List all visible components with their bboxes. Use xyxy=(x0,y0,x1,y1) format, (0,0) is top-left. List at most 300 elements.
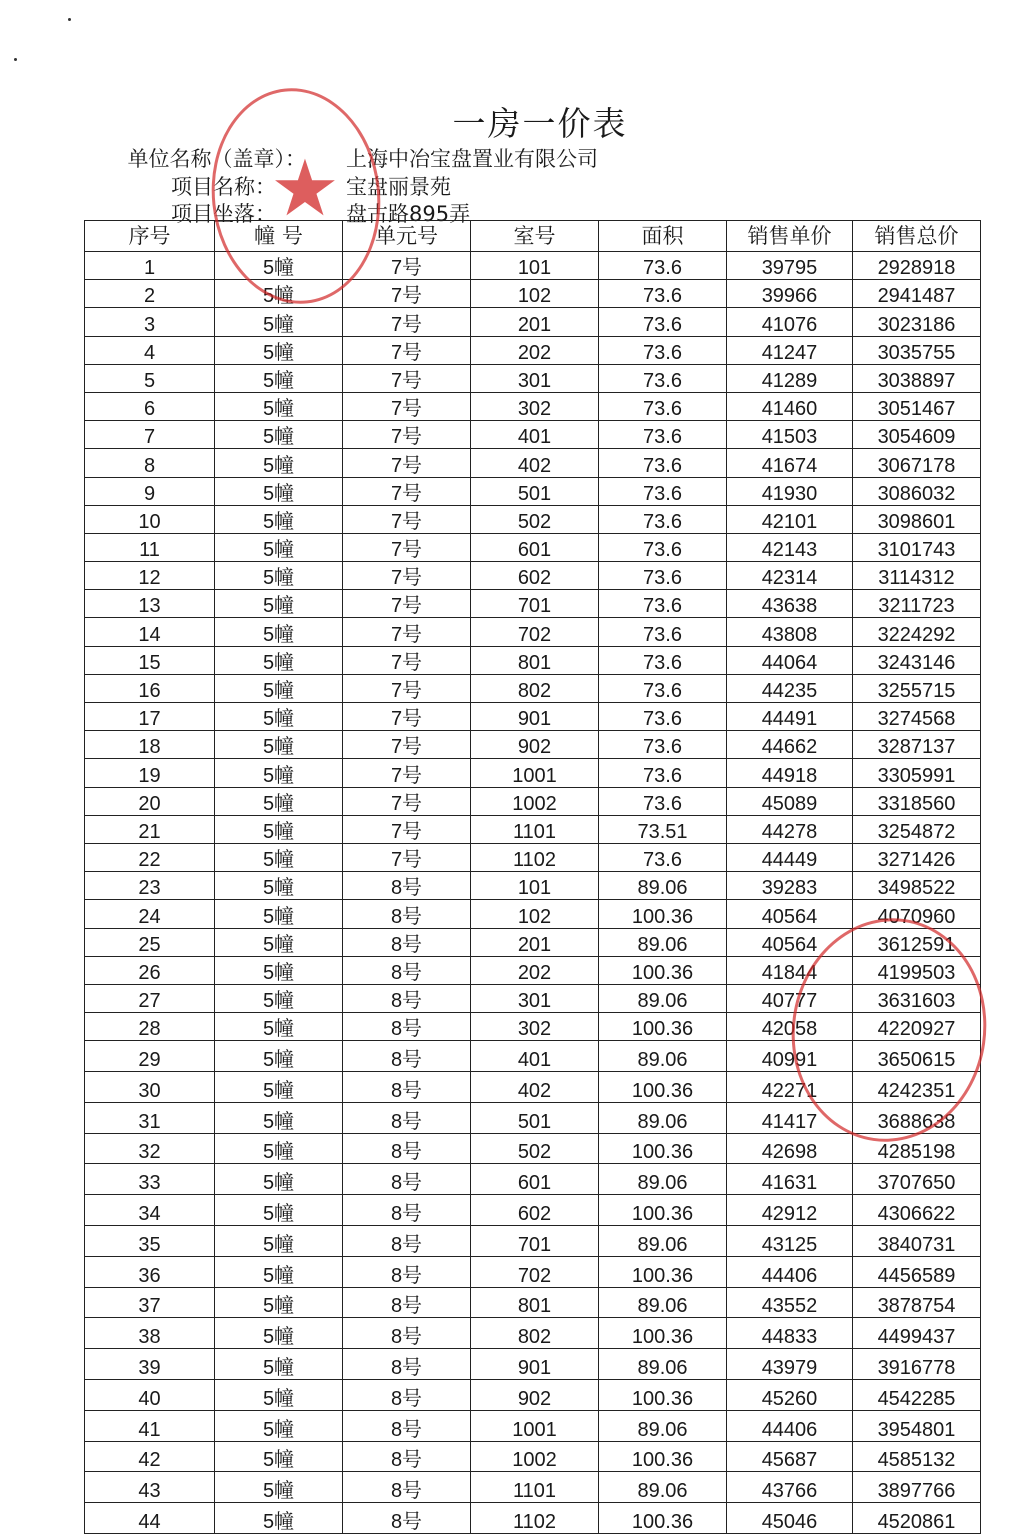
cell-room: 402 xyxy=(471,1072,599,1103)
cell-seq: 18 xyxy=(85,731,215,759)
cell-total-price: 3878754 xyxy=(853,1287,981,1318)
cell-unit-price: 44406 xyxy=(727,1256,853,1287)
cell-unit-price: 39795 xyxy=(727,252,853,280)
meta-location-value: 盘古路895弄 xyxy=(346,202,471,226)
cell-seq: 15 xyxy=(85,646,215,674)
cell-unit-price: 41460 xyxy=(727,392,853,420)
cell-area: 73.6 xyxy=(599,562,727,590)
cell-area: 89.06 xyxy=(599,1164,727,1195)
cell-building: 5幢 xyxy=(215,1380,343,1411)
cell-total-price: 3688638 xyxy=(853,1102,981,1133)
cell-area: 100.36 xyxy=(599,956,727,984)
cell-area: 100.36 xyxy=(599,1318,727,1349)
cell-room: 301 xyxy=(471,364,599,392)
cell-building: 5幢 xyxy=(215,1226,343,1257)
cell-room: 1001 xyxy=(471,1410,599,1441)
cell-room: 602 xyxy=(471,1195,599,1226)
cell-seq: 38 xyxy=(85,1318,215,1349)
cell-seq: 43 xyxy=(85,1472,215,1503)
cell-area: 100.36 xyxy=(599,1195,727,1226)
cell-room: 501 xyxy=(471,477,599,505)
cell-unit: 8号 xyxy=(343,1410,471,1441)
cell-unit-price: 44918 xyxy=(727,759,853,787)
table-row xyxy=(85,703,981,731)
cell-building: 5幢 xyxy=(215,280,343,308)
cell-area: 73.6 xyxy=(599,533,727,561)
table-row xyxy=(85,505,981,533)
cell-unit-price: 41631 xyxy=(727,1164,853,1195)
cell-seq: 2 xyxy=(85,280,215,308)
cell-area: 89.06 xyxy=(599,1041,727,1072)
cell-area: 73.6 xyxy=(599,703,727,731)
cell-unit: 8号 xyxy=(343,1503,471,1534)
table-row xyxy=(85,421,981,449)
cell-seq: 29 xyxy=(85,1041,215,1072)
meta-unit-value: 上海中冶宝盘置业有限公司 xyxy=(346,147,598,171)
cell-unit-price: 42698 xyxy=(727,1133,853,1164)
cell-building: 5幢 xyxy=(215,477,343,505)
table-row xyxy=(85,1287,981,1318)
table-row xyxy=(85,364,981,392)
cell-total-price: 3287137 xyxy=(853,731,981,759)
cell-seq: 16 xyxy=(85,674,215,702)
cell-total-price: 3054609 xyxy=(853,421,981,449)
cell-seq: 12 xyxy=(85,562,215,590)
cell-total-price: 4285198 xyxy=(853,1133,981,1164)
cell-unit: 8号 xyxy=(343,1072,471,1103)
cell-building: 5幢 xyxy=(215,1287,343,1318)
cell-area: 89.06 xyxy=(599,1102,727,1133)
table-row xyxy=(85,900,981,928)
cell-unit: 8号 xyxy=(343,1349,471,1380)
cell-total-price: 3897766 xyxy=(853,1472,981,1503)
cell-building: 5幢 xyxy=(215,1472,343,1503)
cell-unit-price: 44235 xyxy=(727,674,853,702)
header-room: 室号 xyxy=(471,221,599,252)
cell-seq: 39 xyxy=(85,1349,215,1380)
cell-room: 502 xyxy=(471,1133,599,1164)
cell-total-price: 3098601 xyxy=(853,505,981,533)
cell-seq: 13 xyxy=(85,590,215,618)
cell-room: 501 xyxy=(471,1102,599,1133)
cell-area: 73.6 xyxy=(599,731,727,759)
price-table xyxy=(84,220,981,1534)
cell-total-price: 4542285 xyxy=(853,1380,981,1411)
cell-room: 701 xyxy=(471,1226,599,1257)
cell-unit: 7号 xyxy=(343,533,471,561)
cell-area: 73.6 xyxy=(599,759,727,787)
cell-unit-price: 41930 xyxy=(727,477,853,505)
cell-area: 73.6 xyxy=(599,505,727,533)
cell-building: 5幢 xyxy=(215,984,343,1012)
cell-area: 89.06 xyxy=(599,872,727,900)
cell-room: 202 xyxy=(471,956,599,984)
cell-seq: 31 xyxy=(85,1102,215,1133)
header-unit-price: 销售单价 xyxy=(727,221,853,252)
cell-unit-price: 42058 xyxy=(727,1013,853,1041)
table-row xyxy=(85,1195,981,1226)
cell-building: 5幢 xyxy=(215,1102,343,1133)
cell-area: 100.36 xyxy=(599,1013,727,1041)
cell-room: 901 xyxy=(471,703,599,731)
table-row xyxy=(85,1226,981,1257)
cell-total-price: 4456589 xyxy=(853,1256,981,1287)
cell-building: 5幢 xyxy=(215,646,343,674)
cell-unit: 8号 xyxy=(343,1102,471,1133)
cell-unit: 8号 xyxy=(343,1256,471,1287)
cell-total-price: 3254872 xyxy=(853,815,981,843)
cell-area: 73.6 xyxy=(599,477,727,505)
cell-room: 801 xyxy=(471,1287,599,1318)
table-row xyxy=(85,1133,981,1164)
cell-total-price: 3038897 xyxy=(853,364,981,392)
cell-area: 73.6 xyxy=(599,364,727,392)
table-row xyxy=(85,646,981,674)
cell-unit: 7号 xyxy=(343,421,471,449)
cell-unit: 7号 xyxy=(343,392,471,420)
cell-building: 5幢 xyxy=(215,1195,343,1226)
cell-unit: 8号 xyxy=(343,1226,471,1257)
cell-unit: 7号 xyxy=(343,618,471,646)
cell-seq: 23 xyxy=(85,872,215,900)
table-row xyxy=(85,533,981,561)
cell-seq: 8 xyxy=(85,449,215,477)
cell-seq: 6 xyxy=(85,392,215,420)
cell-area: 73.6 xyxy=(599,787,727,815)
cell-area: 100.36 xyxy=(599,1441,727,1472)
cell-seq: 7 xyxy=(85,421,215,449)
cell-unit-price: 41417 xyxy=(727,1102,853,1133)
cell-area: 100.36 xyxy=(599,900,727,928)
cell-building: 5幢 xyxy=(215,336,343,364)
cell-total-price: 4220927 xyxy=(853,1013,981,1041)
cell-unit: 7号 xyxy=(343,505,471,533)
table-row xyxy=(85,562,981,590)
cell-unit: 7号 xyxy=(343,336,471,364)
cell-seq: 21 xyxy=(85,815,215,843)
cell-unit: 8号 xyxy=(343,1472,471,1503)
cell-building: 5幢 xyxy=(215,1041,343,1072)
table-row xyxy=(85,1503,981,1534)
cell-unit: 7号 xyxy=(343,477,471,505)
cell-seq: 42 xyxy=(85,1441,215,1472)
cell-room: 302 xyxy=(471,392,599,420)
cell-unit-price: 44449 xyxy=(727,843,853,871)
cell-area: 89.06 xyxy=(599,984,727,1012)
meta-unit-label: 单位名称（盖章）： xyxy=(127,147,306,171)
cell-total-price: 3211723 xyxy=(853,590,981,618)
cell-area: 73.6 xyxy=(599,336,727,364)
cell-area: 100.36 xyxy=(599,1503,727,1534)
cell-unit-price: 43638 xyxy=(727,590,853,618)
cell-seq: 4 xyxy=(85,336,215,364)
cell-area: 73.6 xyxy=(599,280,727,308)
table-row xyxy=(85,1472,981,1503)
cell-unit-price: 40564 xyxy=(727,928,853,956)
cell-area: 89.06 xyxy=(599,1410,727,1441)
cell-unit-price: 44278 xyxy=(727,815,853,843)
cell-seq: 34 xyxy=(85,1195,215,1226)
cell-area: 89.06 xyxy=(599,1226,727,1257)
meta-location-label: 项目坐落： xyxy=(171,202,276,226)
table-row xyxy=(85,449,981,477)
cell-room: 102 xyxy=(471,280,599,308)
table-row xyxy=(85,252,981,280)
cell-room: 1002 xyxy=(471,787,599,815)
cell-total-price: 4520861 xyxy=(853,1503,981,1534)
cell-seq: 32 xyxy=(85,1133,215,1164)
cell-building: 5幢 xyxy=(215,674,343,702)
cell-total-price: 4199503 xyxy=(853,956,981,984)
cell-building: 5幢 xyxy=(215,449,343,477)
cell-unit: 8号 xyxy=(343,956,471,984)
cell-total-price: 3255715 xyxy=(853,674,981,702)
cell-unit-price: 41503 xyxy=(727,421,853,449)
cell-building: 5幢 xyxy=(215,815,343,843)
header-area: 面积 xyxy=(599,221,727,252)
cell-seq: 41 xyxy=(85,1410,215,1441)
cell-building: 5幢 xyxy=(215,731,343,759)
table-row xyxy=(85,787,981,815)
cell-building: 5幢 xyxy=(215,703,343,731)
cell-room: 1002 xyxy=(471,1441,599,1472)
cell-total-price: 3114312 xyxy=(853,562,981,590)
cell-building: 5幢 xyxy=(215,618,343,646)
cell-unit-price: 41674 xyxy=(727,449,853,477)
cell-room: 802 xyxy=(471,1318,599,1349)
cell-unit-price: 42314 xyxy=(727,562,853,590)
cell-building: 5幢 xyxy=(215,1133,343,1164)
table-row xyxy=(85,1164,981,1195)
table-row xyxy=(85,590,981,618)
cell-unit: 7号 xyxy=(343,590,471,618)
cell-area: 73.6 xyxy=(599,674,727,702)
cell-room: 1101 xyxy=(471,1472,599,1503)
cell-area: 73.6 xyxy=(599,392,727,420)
cell-unit-price: 42101 xyxy=(727,505,853,533)
cell-unit: 8号 xyxy=(343,1380,471,1411)
cell-unit: 8号 xyxy=(343,928,471,956)
cell-room: 502 xyxy=(471,505,599,533)
header-building: 幢 号 xyxy=(215,221,343,252)
cell-area: 89.06 xyxy=(599,1287,727,1318)
cell-total-price: 3051467 xyxy=(853,392,981,420)
cell-seq: 40 xyxy=(85,1380,215,1411)
cell-unit: 8号 xyxy=(343,984,471,1012)
meta-project-row xyxy=(0,171,1018,199)
cell-seq: 19 xyxy=(85,759,215,787)
header-total-price: 销售总价 xyxy=(853,221,981,252)
cell-area: 73.6 xyxy=(599,843,727,871)
cell-area: 73.6 xyxy=(599,646,727,674)
cell-area: 73.6 xyxy=(599,308,727,336)
seal-star-icon: ★ xyxy=(270,144,340,234)
cell-area: 73.51 xyxy=(599,815,727,843)
cell-total-price: 3086032 xyxy=(853,477,981,505)
cell-total-price: 4242351 xyxy=(853,1072,981,1103)
cell-building: 5幢 xyxy=(215,308,343,336)
cell-room: 602 xyxy=(471,562,599,590)
table-row xyxy=(85,1041,981,1072)
cell-unit-price: 42912 xyxy=(727,1195,853,1226)
cell-unit-price: 44491 xyxy=(727,703,853,731)
cell-total-price: 3954801 xyxy=(853,1410,981,1441)
cell-building: 5幢 xyxy=(215,1013,343,1041)
cell-room: 102 xyxy=(471,900,599,928)
table-row xyxy=(85,392,981,420)
cell-total-price: 3305991 xyxy=(853,759,981,787)
cell-total-price: 3035755 xyxy=(853,336,981,364)
table-row xyxy=(85,1410,981,1441)
cell-building: 5幢 xyxy=(215,421,343,449)
cell-room: 902 xyxy=(471,731,599,759)
meta-unit-row xyxy=(0,143,1018,171)
cell-unit: 7号 xyxy=(343,308,471,336)
cell-total-price: 3243146 xyxy=(853,646,981,674)
cell-unit-price: 45687 xyxy=(727,1441,853,1472)
cell-room: 601 xyxy=(471,1164,599,1195)
table-header-row xyxy=(85,221,981,252)
cell-unit-price: 44662 xyxy=(727,731,853,759)
cell-room: 201 xyxy=(471,928,599,956)
cell-room: 401 xyxy=(471,421,599,449)
cell-room: 802 xyxy=(471,674,599,702)
cell-unit: 7号 xyxy=(343,674,471,702)
table-row xyxy=(85,1318,981,1349)
meta-project-label: 项目名称： xyxy=(171,175,276,199)
cell-unit: 8号 xyxy=(343,900,471,928)
cell-area: 73.6 xyxy=(599,449,727,477)
cell-room: 101 xyxy=(471,872,599,900)
cell-unit-price: 43125 xyxy=(727,1226,853,1257)
cell-total-price: 4306622 xyxy=(853,1195,981,1226)
cell-area: 73.6 xyxy=(599,421,727,449)
cell-seq: 11 xyxy=(85,533,215,561)
meta-project-value: 宝盘丽景苑 xyxy=(346,175,451,199)
cell-room: 701 xyxy=(471,590,599,618)
cell-unit-price: 39966 xyxy=(727,280,853,308)
table-row xyxy=(85,477,981,505)
document-title: 一房一价表 xyxy=(452,104,628,143)
cell-unit-price: 45260 xyxy=(727,1380,853,1411)
cell-building: 5幢 xyxy=(215,1349,343,1380)
cell-building: 5幢 xyxy=(215,928,343,956)
table-row xyxy=(85,1013,981,1041)
cell-building: 5幢 xyxy=(215,759,343,787)
cell-building: 5幢 xyxy=(215,392,343,420)
cell-area: 89.06 xyxy=(599,1349,727,1380)
cell-unit: 8号 xyxy=(343,1287,471,1318)
cell-seq: 25 xyxy=(85,928,215,956)
cell-total-price: 3224292 xyxy=(853,618,981,646)
cell-unit-price: 42271 xyxy=(727,1072,853,1103)
cell-unit: 7号 xyxy=(343,787,471,815)
table-row xyxy=(85,1256,981,1287)
cell-unit: 8号 xyxy=(343,1164,471,1195)
cell-unit-price: 43766 xyxy=(727,1472,853,1503)
cell-building: 5幢 xyxy=(215,1441,343,1472)
cell-room: 801 xyxy=(471,646,599,674)
cell-total-price: 3707650 xyxy=(853,1164,981,1195)
cell-building: 5幢 xyxy=(215,1503,343,1534)
header-seq: 序号 xyxy=(85,221,215,252)
cell-total-price: 4585132 xyxy=(853,1441,981,1472)
cell-total-price: 3067178 xyxy=(853,449,981,477)
cell-unit-price: 40777 xyxy=(727,984,853,1012)
cell-total-price: 3271426 xyxy=(853,843,981,871)
cell-seq: 9 xyxy=(85,477,215,505)
cell-unit: 7号 xyxy=(343,843,471,871)
cell-unit-price: 45089 xyxy=(727,787,853,815)
table-row xyxy=(85,280,981,308)
cell-area: 73.6 xyxy=(599,252,727,280)
table-row xyxy=(85,618,981,646)
cell-total-price: 3631603 xyxy=(853,984,981,1012)
cell-unit: 7号 xyxy=(343,252,471,280)
cell-total-price: 3101743 xyxy=(853,533,981,561)
table-row xyxy=(85,928,981,956)
cell-unit: 7号 xyxy=(343,646,471,674)
cell-unit: 7号 xyxy=(343,449,471,477)
cell-unit-price: 42143 xyxy=(727,533,853,561)
cell-building: 5幢 xyxy=(215,252,343,280)
cell-seq: 3 xyxy=(85,308,215,336)
cell-seq: 37 xyxy=(85,1287,215,1318)
cell-room: 1102 xyxy=(471,1503,599,1534)
cell-building: 5幢 xyxy=(215,872,343,900)
cell-area: 100.36 xyxy=(599,1256,727,1287)
cell-seq: 36 xyxy=(85,1256,215,1287)
cell-unit-price: 44064 xyxy=(727,646,853,674)
cell-area: 100.36 xyxy=(599,1072,727,1103)
cell-room: 702 xyxy=(471,1256,599,1287)
cell-seq: 22 xyxy=(85,843,215,871)
scan-speck xyxy=(14,58,17,61)
table-row xyxy=(85,308,981,336)
cell-building: 5幢 xyxy=(215,1256,343,1287)
table-row xyxy=(85,843,981,871)
cell-seq: 24 xyxy=(85,900,215,928)
cell-area: 73.6 xyxy=(599,618,727,646)
cell-total-price: 3498522 xyxy=(853,872,981,900)
cell-room: 1001 xyxy=(471,759,599,787)
cell-room: 301 xyxy=(471,984,599,1012)
cell-unit: 7号 xyxy=(343,703,471,731)
cell-unit-price: 41247 xyxy=(727,336,853,364)
cell-building: 5幢 xyxy=(215,956,343,984)
cell-room: 202 xyxy=(471,336,599,364)
cell-area: 89.06 xyxy=(599,1472,727,1503)
cell-total-price: 4070960 xyxy=(853,900,981,928)
cell-room: 902 xyxy=(471,1380,599,1411)
cell-building: 5幢 xyxy=(215,533,343,561)
table-row xyxy=(85,1380,981,1411)
cell-seq: 27 xyxy=(85,984,215,1012)
cell-unit: 8号 xyxy=(343,872,471,900)
cell-total-price: 3274568 xyxy=(853,703,981,731)
cell-unit: 7号 xyxy=(343,731,471,759)
cell-room: 901 xyxy=(471,1349,599,1380)
cell-unit-price: 39283 xyxy=(727,872,853,900)
cell-unit-price: 41076 xyxy=(727,308,853,336)
cell-building: 5幢 xyxy=(215,1072,343,1103)
cell-seq: 30 xyxy=(85,1072,215,1103)
header-unit: 单元号 xyxy=(343,221,471,252)
cell-seq: 26 xyxy=(85,956,215,984)
cell-total-price: 3023186 xyxy=(853,308,981,336)
table-row xyxy=(85,674,981,702)
table-row xyxy=(85,872,981,900)
